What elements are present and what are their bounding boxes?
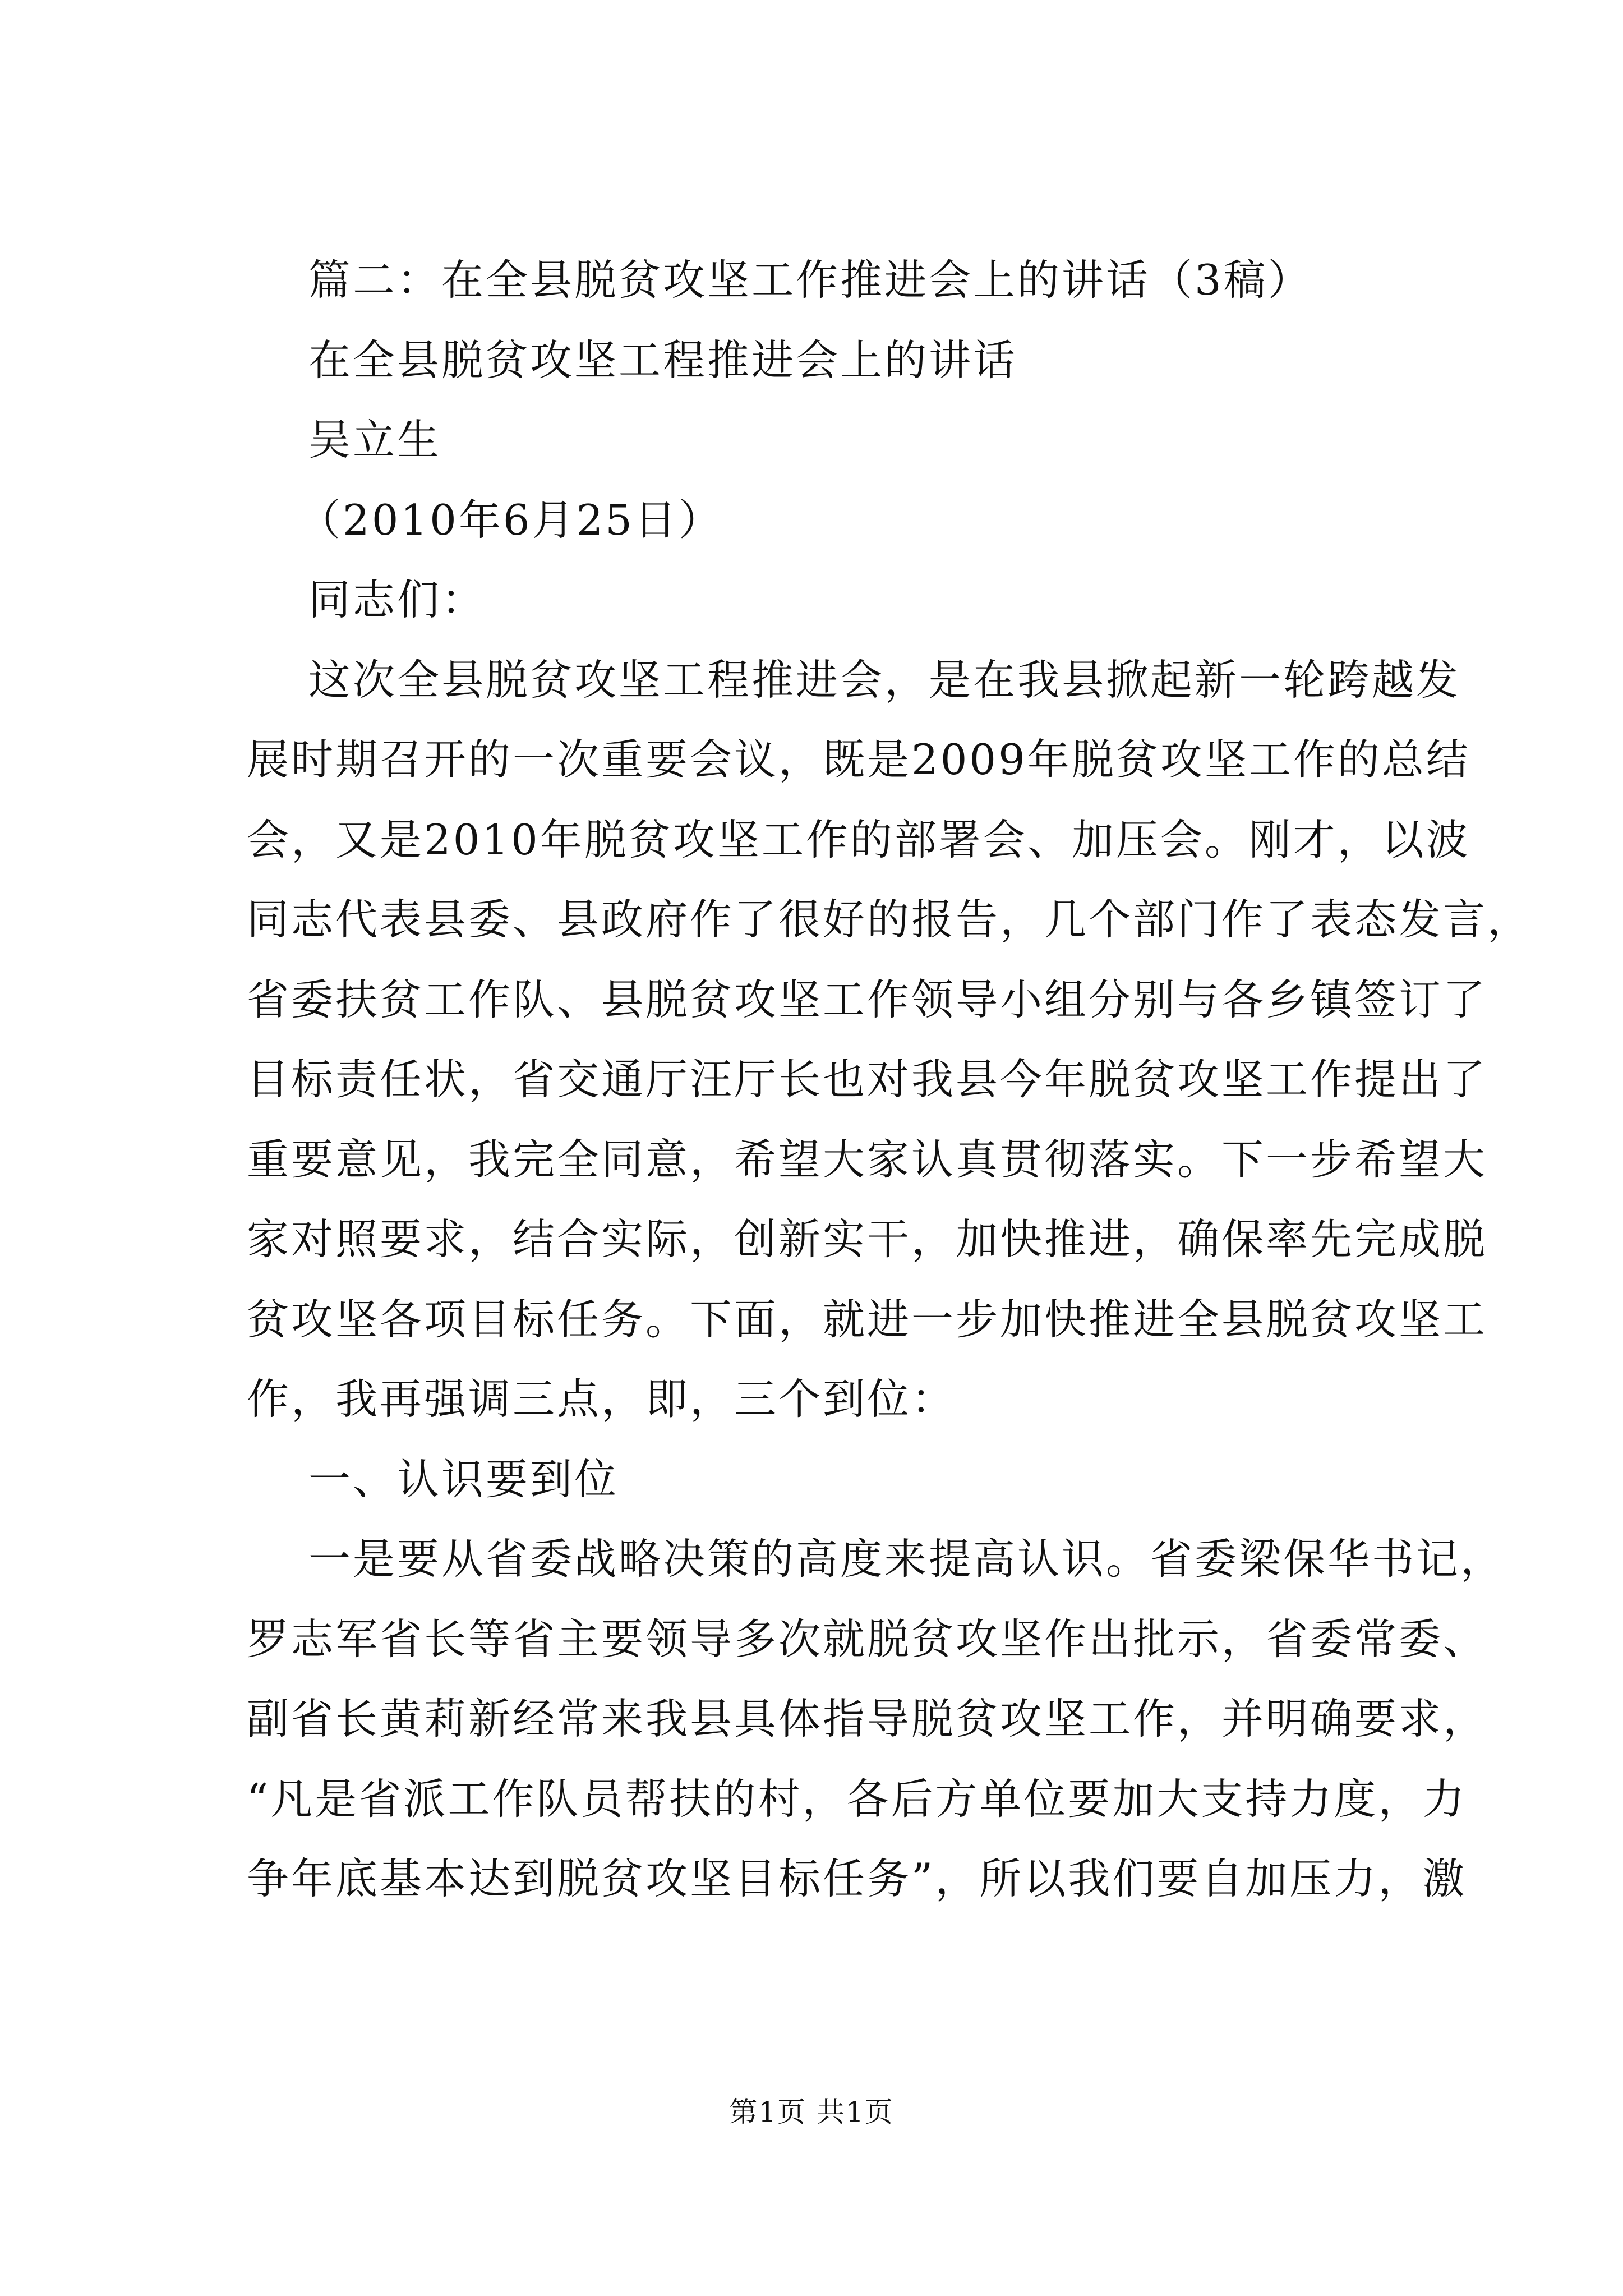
speech-date: （2010年6月25日） [298, 495, 723, 545]
paragraph-1-line: 这次全县脱贫攻坚工程推进会，是在我县掀起新一轮跨越发 [308, 655, 1461, 705]
speaker-name: 吴立生 [308, 415, 442, 464]
paragraph-2-line: 争年底基本达到脱贫攻坚目标任务”，所以我们要自加压力，激 [247, 1854, 1467, 1903]
speech-title: 在全县脱贫攻坚工程推进会上的讲话 [308, 335, 1018, 385]
paragraph-1-line: 省委扶贫工作队、县脱贫攻坚工作领导小组分别与各乡镇签订了 [247, 974, 1488, 1024]
paragraph-1-line: 家对照要求，结合实际，创新实干，加快推进，确保率先完成脱 [247, 1214, 1488, 1264]
paragraph-2-line: 罗志军省长等省主要领导多次就脱贫攻坚作出批示，省委常委、 [247, 1614, 1488, 1664]
paragraph-2-line: “凡是省派工作队员帮扶的村，各后方单位要加大支持力度，力 [247, 1774, 1467, 1824]
paragraph-1-line: 同志代表县委、县政府作了很好的报告，几个部门作了表态发言， [247, 895, 1532, 944]
paragraph-1-line: 贫攻坚各项目标任务。下面，就进一步加快推进全县脱贫攻坚工 [247, 1294, 1488, 1344]
paragraph-1-line: 作，我再强调三点，即，三个到位： [247, 1374, 956, 1424]
section-1-heading: 一、认识要到位 [308, 1454, 619, 1504]
page-footer: 第1页 共1页 [729, 2096, 894, 2128]
paragraph-1-line: 会，又是2010年脱贫攻坚工作的部署会、加压会。刚才，以波 [247, 815, 1470, 864]
salutation: 同志们： [308, 575, 486, 624]
document-body [247, 240, 1532, 1919]
document-title: 篇二：在全县脱贫攻坚工作推进会上的讲话（3稿） [308, 255, 1312, 305]
paragraph-2-line: 副省长黄莉新经常来我县具体指导脱贫攻坚工作，并明确要求， [247, 1694, 1488, 1743]
paragraph-2-line: 一是要从省委战略决策的高度来提高认识。省委梁保华书记， [308, 1534, 1505, 1584]
paragraph-1-line: 展时期召开的一次重要会议，既是2009年脱贫攻坚工作的总结 [247, 735, 1470, 784]
paragraph-1-line: 重要意见，我完全同意，希望大家认真贯彻落实。下一步希望大 [247, 1134, 1488, 1184]
paragraph-1-line: 目标责任状，省交通厅汪厅长也对我县今年脱贫攻坚工作提出了 [247, 1055, 1488, 1104]
